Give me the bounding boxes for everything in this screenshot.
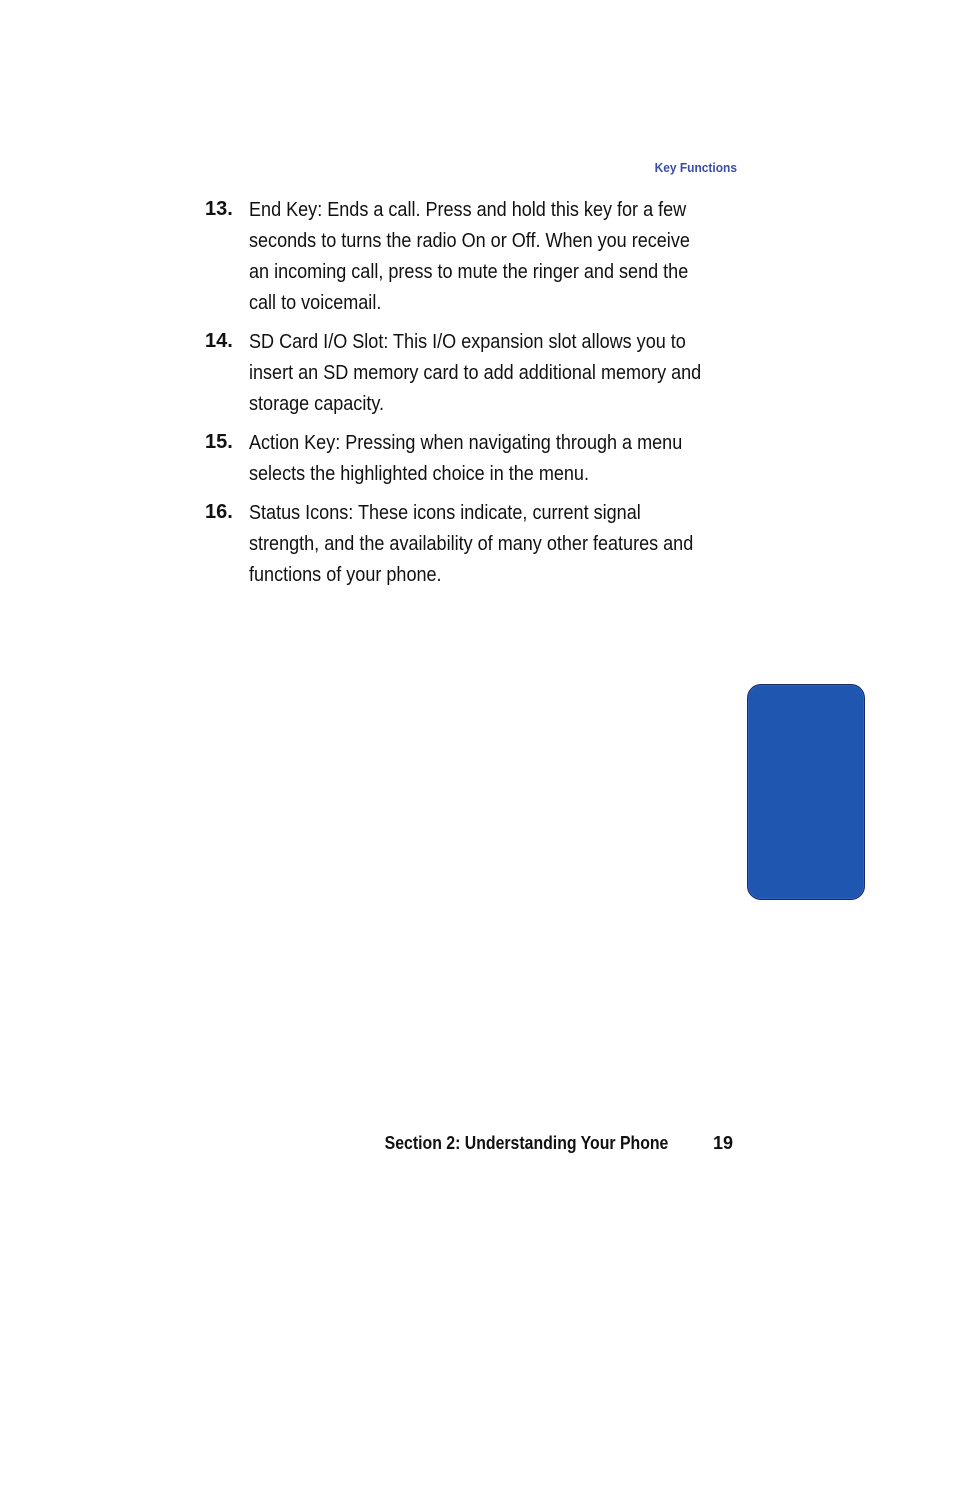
item-text: Status Icons: These icons indicate, current signal strength, and the availability of many other features and functions of your phone. bbox=[249, 501, 694, 586]
list-item bbox=[205, 497, 765, 590]
item-number: 14. bbox=[205, 330, 233, 352]
list-item bbox=[205, 194, 765, 318]
item-number: 15. bbox=[205, 431, 233, 453]
section-tab[interactable] bbox=[747, 684, 865, 1511]
item-text: Action Key: Pressing when navigating through a menu selects the highlighted choice in the menu. bbox=[249, 431, 683, 485]
page-footer bbox=[340, 1133, 733, 1157]
running-header: Key Functions bbox=[654, 160, 737, 175]
item-number: 16. bbox=[205, 501, 233, 523]
key-functions-list bbox=[205, 194, 765, 598]
list-item bbox=[205, 326, 765, 419]
list-item bbox=[205, 427, 765, 489]
item-text: SD Card I/O Slot: This I/O expansion slot allows you to insert an SD memory card to add additional memory and storage capacity. bbox=[249, 330, 702, 415]
page-number: 19 bbox=[712, 1133, 733, 1153]
footer-section-title: Section 2: Understanding Your Phone bbox=[384, 1133, 668, 1153]
section-tab-label: Section 2 bbox=[759, 1440, 776, 1511]
item-number: 13. bbox=[205, 198, 233, 220]
item-text: End Key: Ends a call. Press and hold this key for a few seconds to turns the radio On or Off. When you receive an incoming call, press to mute the ringer and send the call to voicemail. bbox=[249, 198, 690, 314]
